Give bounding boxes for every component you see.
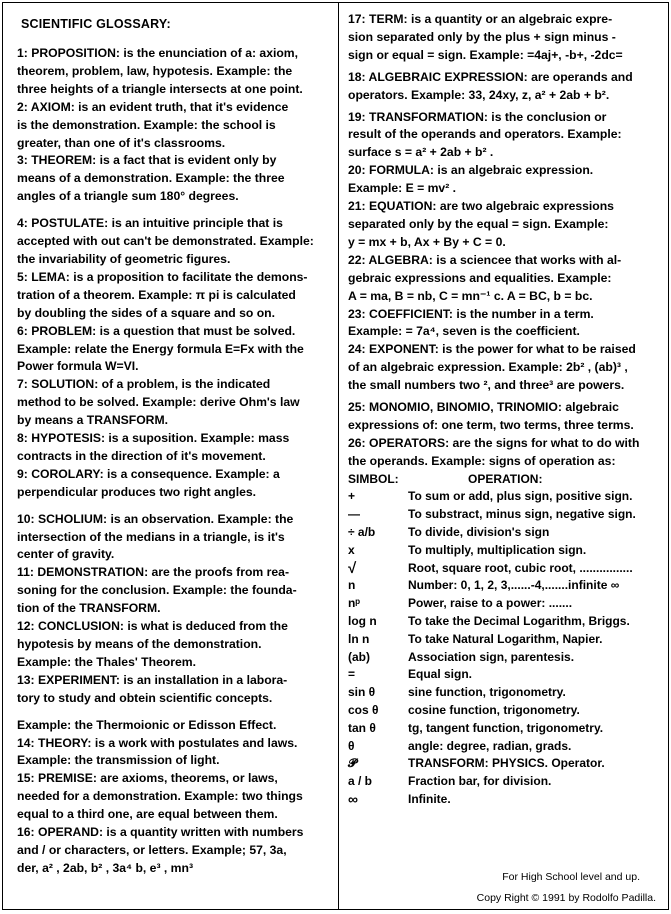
footer-level-note: For High School level and up. bbox=[502, 871, 640, 883]
fraction-symbol: a / b bbox=[348, 774, 373, 789]
cos-symbol: cos θ bbox=[348, 703, 379, 718]
glossary-block-8: 25: MONOMIO, BINOMIO, TRINOMIO: algebraic expressions of: one term, two terms, three terms. 26: OPERATORS: are the signs for what to do with the operands. Example: signs of operation as: bbox=[348, 400, 640, 468]
ln-symbol: ln n bbox=[348, 631, 370, 646]
symbol-operation: To substract, minus sign, negative sign. bbox=[408, 507, 636, 522]
power-symbol: nᵖ bbox=[348, 596, 361, 611]
number-symbol: n bbox=[348, 578, 356, 593]
symbol-row bbox=[348, 755, 636, 773]
symbol-operation: TRANSFORM: PHYSICS. Operator. bbox=[408, 756, 605, 771]
symbol-operation: To take Natural Logarithm, Napier. bbox=[408, 631, 603, 646]
glossary-page bbox=[2, 2, 669, 910]
plus-symbol: + bbox=[348, 489, 356, 504]
theta-symbol: θ bbox=[348, 738, 355, 753]
page-title: SCIENTIFIC GLOSSARY: bbox=[21, 17, 171, 31]
symbol-row bbox=[348, 631, 636, 649]
symbol-row bbox=[348, 506, 636, 524]
infinity-symbol: ∞ bbox=[348, 791, 358, 807]
symbol-row bbox=[348, 738, 636, 756]
symbol-operation: To sum or add, plus sign, positive sign. bbox=[408, 489, 633, 504]
glossary-block-3: 10: SCHOLIUM: is an observation. Example: the intersection of the medians in a triangle, is it's center of gravity. 11: DEMONSTRATION: are the proofs from rea- soning for the conclusion. Example: the founda- tion of the TRANSFORM. 12: CONCLUSION: is what is deduced from the hypotesis by means of the demonstration. Example: the Thales' Theorem. 13: EXPERIMENT: is an installation in a labora- tory to study and obtein scientific concepts. bbox=[17, 511, 297, 705]
symbol-row bbox=[348, 560, 636, 578]
footer-copyright: Copy Right © 1991 by Rodolfo Padilla. bbox=[476, 892, 656, 904]
symbol-operation: Equal sign. bbox=[408, 667, 473, 682]
parentheses-symbol: (ab) bbox=[348, 649, 370, 664]
symbol-operation: To multiply, multiplication sign. bbox=[408, 542, 587, 557]
symbol-row bbox=[348, 542, 636, 560]
symbols-header-row bbox=[348, 471, 636, 489]
symbol-operation: Fraction bar, for division. bbox=[408, 774, 552, 789]
symbol-row bbox=[348, 488, 636, 506]
equal-symbol: = bbox=[348, 667, 356, 682]
glossary-block-5: 17: TERM: is a quantity or an algebraic expre- sion separated only by the plus + sign minus - sign or equal = sign. Example: =4aj+, -b+, -2dc= bbox=[348, 12, 623, 62]
symbols-table bbox=[348, 471, 636, 809]
symbol-operation: tg, tangent function, trigonometry. bbox=[408, 720, 604, 735]
log-symbol: log n bbox=[348, 614, 377, 629]
symbol-row bbox=[348, 702, 636, 720]
glossary-block-4: Example: the Thermoionic or Edisson Effect. 14: THEORY: is a work with postulates and laws. Example: the transmission of light. 15: PREMISE: are axioms, theorems, or laws, needed for a demonstration. Example: two things equal to a third one, are equal between them. 16: OPERAND: is a quantity written with numbers and / or characters, or letters. Example; 57, 3a, der, a² , 2ab, b² , 3a⁴ b, e³ , mn³ bbox=[17, 717, 304, 875]
symbol-row bbox=[348, 684, 636, 702]
symbol-row bbox=[348, 720, 636, 738]
symbol-operation: sine function, trigonometry. bbox=[408, 685, 566, 700]
symbol-operation: Power, raise to a power: ....... bbox=[408, 596, 573, 611]
sin-symbol: sin θ bbox=[348, 685, 376, 700]
left-column bbox=[3, 3, 338, 909]
glossary-block-7: 19: TRANSFORMATION: is the conclusion or result of the operands and operators. Example: surface s = a² + 2ab + b² . 20: FORMULA: is an algebraic expression. Example: E = mv² . 21: EQUATION: are two algebraic expressions separated only by the equal = sign. Example: y = mx + b, Ax + By + C = 0. 22: ALGEBRA: is a sciencee that works with al- gebraic expressions and equalities. Example: A = ma, B = nb, C = mn⁻¹ c. A = BC, b = bc. 23: COEFFICIENT: is the number in a term. Example: = 7a⁴, seven is the coefficient. 24: EXPONENT: is the power for what to be raised of an algebraic expression. Example: 2b² , (ab)³ , the small numbers two ², and three³ are powers. bbox=[348, 109, 636, 393]
symbols-header-operation: OPERATION: bbox=[468, 471, 543, 486]
glossary-block-1: 1: PROPOSITION: is the enunciation of a: axiom, theorem, problem, law, hypotesis. Example: the three heights of a triangle intersects at one point. 2: AXIOM: is an evident truth, that it's evidence is the demonstration. Example: the school is greater, than one of it's classrooms. 3: THEOREM: is a fact that is evident only by means of a demonstration. Example: the three angles of a triangle sum 180° degrees. bbox=[17, 46, 303, 204]
symbol-row bbox=[348, 577, 636, 595]
symbol-operation: Number: 0, 1, 2, 3,......-4,.......infinite ∞ bbox=[408, 578, 620, 593]
symbol-operation: To take the Decimal Logarithm, Briggs. bbox=[408, 614, 630, 629]
minus-symbol: — bbox=[348, 507, 360, 522]
symbol-row bbox=[348, 649, 636, 667]
symbol-operation: Root, square root, cubic root, ................ bbox=[408, 560, 633, 575]
symbols-header-symbol: SIMBOL: bbox=[348, 471, 399, 486]
glossary-block-2: 4: POSTULATE: is an intuitive principle that is accepted with out can't be demonstrated. Example: the invariability of geometric figures. 5: LEMA: is a proposition to facilitate the demons- tration of a theorem. Example: π pi is calculated by doubling the sides of a square and so on. 6: PROBLEM: is a question that must be solved. Example: relate the Energy formula E=Fx with the Power formula W=VI. 7: SOLUTION: of a problem, is the indicated method to be solved. Example: derive Ohm's law by means a TRANSFORM. 8: HYPOTESIS: is a suposition. Example: mass contracts in the direction of it's movement. 9: COROLARY: is a consequence. Example: a perpendicular produces two right angles. bbox=[17, 216, 314, 499]
symbol-operation: angle: degree, radian, grads. bbox=[408, 738, 572, 753]
symbol-row bbox=[348, 595, 636, 613]
symbol-operation: To divide, division's sign bbox=[408, 525, 550, 540]
symbol-operation: Infinite. bbox=[408, 792, 451, 806]
symbol-row bbox=[348, 773, 636, 791]
symbol-row bbox=[348, 666, 636, 684]
glossary-block-6: 18: ALGEBRAIC EXPRESSION: are operands and operators. Example: 33, 24xy, z, a² + 2ab + b². bbox=[348, 69, 633, 102]
right-column bbox=[338, 3, 668, 909]
symbol-row bbox=[348, 524, 636, 542]
symbol-operation: cosine function, trigonometry. bbox=[408, 703, 580, 718]
symbol-operation: Association sign, parentesis. bbox=[408, 649, 575, 664]
divide-symbol: ÷ a/b bbox=[348, 525, 376, 540]
transform-symbol: 𝓟 bbox=[348, 756, 357, 771]
multiply-symbol: x bbox=[348, 542, 355, 557]
symbol-row bbox=[348, 613, 636, 631]
symbol-row bbox=[348, 791, 636, 809]
tan-symbol: tan θ bbox=[348, 720, 376, 735]
root-symbol: √ bbox=[348, 559, 357, 577]
